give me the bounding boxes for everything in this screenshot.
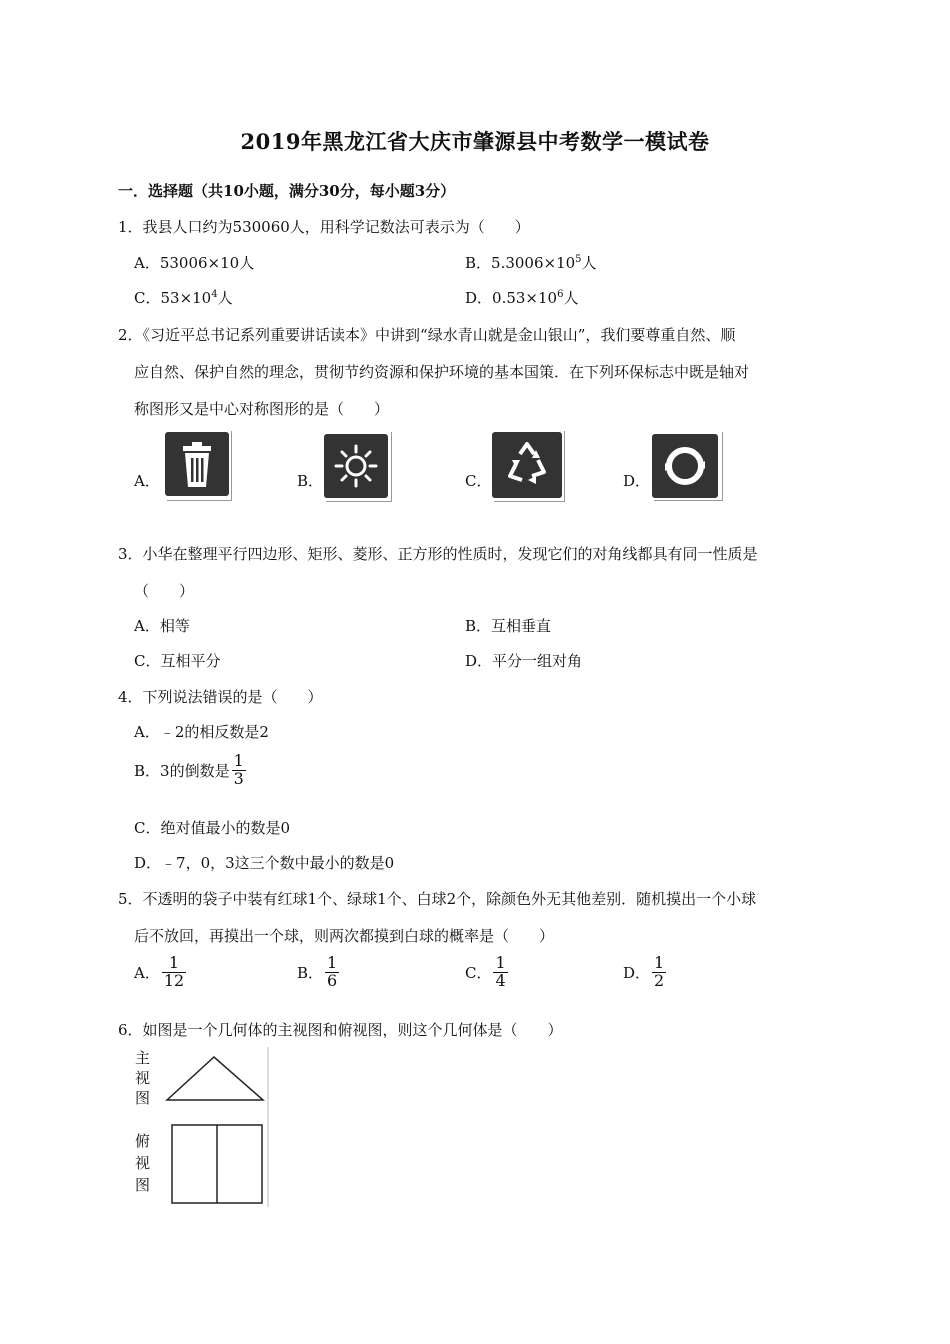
question-stem: 4．下列说法错误的是（ ） <box>118 688 323 706</box>
trash-can-icon <box>165 432 229 496</box>
fraction: $\frac{1}{12}$ <box>163 953 185 990</box>
fraction: $\frac{1}{6}$ <box>327 953 338 990</box>
option-b: B．3的倒数是 $\frac{1}{3}$ <box>134 751 244 788</box>
sun-icon <box>324 434 388 498</box>
question-stem: 6．如图是一个几何体的主视图和俯视图，则这个几何体是（ ） <box>118 1021 563 1039</box>
option-a: A．相等 <box>134 617 190 635</box>
question-stem-line1: 2．《习近平总书记系列重要讲话读本》中讲到“绿水青山就是金山银山”，我们要尊重自然、顺 <box>118 326 736 344</box>
front-and-top-view-drawing <box>160 1045 275 1210</box>
option-a: A． $\frac{1}{12}$ <box>134 953 185 990</box>
option-c: C． $\frac{1}{4}$ <box>465 953 506 990</box>
option-c: C．绝对值最小的数是0 <box>134 819 291 837</box>
section-heading: 一．选择题（共10小题，满分30分，每小题3分） <box>118 182 456 200</box>
top-view-label: 俯 视 图 <box>135 1132 151 1194</box>
option-a: A．53006×10人 <box>134 254 255 272</box>
fraction: $\frac{1}{3}$ <box>233 751 244 788</box>
question-stem-line3: 称图形又是中心对称图形的是（ ） <box>134 400 390 418</box>
question-stem-line2: （ ） <box>134 582 195 600</box>
option-d-label: D． <box>623 472 651 490</box>
page-title: 2019年黑龙江省大庆市肇源县中考数学一模试卷 <box>240 129 710 154</box>
option-d: D．$0.53\times 10^6$人 <box>465 289 579 307</box>
option-c: C．互相平分 <box>134 652 221 670</box>
option-a: A．﹣2的相反数是2 <box>134 723 269 741</box>
question-stem-line1: 5．不透明的袋子中装有红球1个、绿球1个、白球2个，除颜色外无其他差别．随机摸出一个小球 <box>118 890 757 908</box>
option-d: D．﹣7，0，3这三个数中最小的数是0 <box>134 854 395 872</box>
question-stem-line1: 3．小华在整理平行四边形、矩形、菱形、正方形的性质时，发现它们的对角线都具有同一性质是 <box>118 545 758 563</box>
option-d: D．平分一组对角 <box>465 652 583 670</box>
ring-icon <box>652 434 718 498</box>
option-a-label: A． <box>134 472 160 490</box>
question-stem: 1．我县人口约为530060人，用科学记数法可表示为（ ） <box>118 218 530 236</box>
front-view-label: 主 视 图 <box>135 1049 151 1107</box>
option-c: C．$53\times 10^4$人 <box>134 289 233 307</box>
question-stem-line2: 应自然、保护自然的理念，贯彻节约资源和保护环境的基本国策．在下列环保标志中既是轴对 <box>134 363 750 381</box>
fraction: $\frac{1}{4}$ <box>495 953 506 990</box>
option-b-label: B． <box>297 472 324 490</box>
option-b: B． $\frac{1}{6}$ <box>297 953 338 990</box>
option-b: B．互相垂直 <box>465 617 552 635</box>
option-c-label: C． <box>465 472 492 490</box>
option-d: D． $\frac{1}{2}$ <box>623 953 665 990</box>
question-stem-line2: 后不放回，再摸出一个球，则两次都摸到白球的概率是（ ） <box>134 927 555 945</box>
option-b: B．$5.3006\times 10^5$人 <box>465 254 597 272</box>
fraction: $\frac{1}{2}$ <box>654 953 665 990</box>
recycle-icon <box>492 432 562 498</box>
